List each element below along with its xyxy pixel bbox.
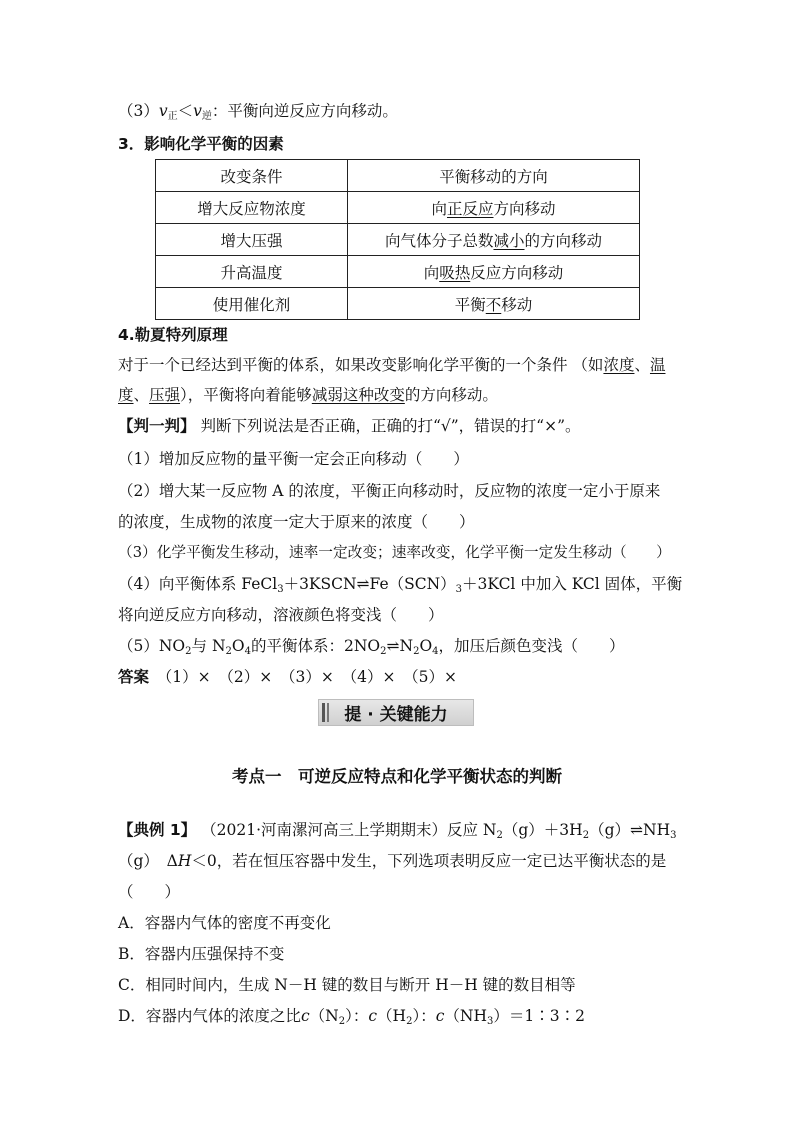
judge-q3: （3）化学平衡发生移动，速率一定改变；速率改变，化学平衡一定发生移动（ ） xyxy=(118,544,671,561)
table-cell-direction: 向正反应方向移动 xyxy=(348,192,640,224)
table-cell-condition: 升高温度 xyxy=(156,256,348,288)
judge-q2-line1: （2）增大某一反应物 A 的浓度，平衡正向移动时，反应物的浓度一定小于原来 xyxy=(118,482,661,500)
option-b: B．容器内压强保持不变 xyxy=(118,945,285,963)
banner-bar-icon xyxy=(322,703,325,722)
answer-line: 答案 （1）× （2）× （3）× （4）× （5）× xyxy=(118,668,458,686)
judge-q2-line2: 的浓度，生成物的浓度一定大于原来的浓度（ ） xyxy=(118,513,475,531)
table-cell-direction: 向气体分子总数减小的方向移动 xyxy=(348,224,640,256)
judge-instruction: 【判一判】 判断下列说法是否正确，正确的打“√”，错误的打“×”。 xyxy=(118,417,581,435)
table-row xyxy=(156,224,640,256)
section3-heading: 3．影响化学平衡的因素 xyxy=(118,135,284,153)
intro-item3: $(3)v_正<v_逆$：平衡向逆反应方向移动。 xyxy=(118,102,398,122)
principle-line-1: 对于一个已经达到平衡的体系，如果改变影响化学平衡的一个条件 （如浓度、温 xyxy=(118,356,666,374)
judge-q5: $(5)NO_2$与 $N_2O_4$的平衡体系：$2NO_2\rightleftharpoons N_2O_4$，加压后颜色变浅（ ） xyxy=(118,637,625,657)
section-banner: 提 · 关键能力 xyxy=(318,699,474,726)
option-a: A．容器内气体的密度不再变化 xyxy=(118,914,331,932)
table-row xyxy=(156,256,640,288)
section-title: 考点一 可逆反应特点和化学平衡状态的判断 xyxy=(232,767,562,786)
table-row xyxy=(156,288,640,320)
example-line-2: （g） ΔH＜0，若在恒压容器中发生，下列选项表明反应一定已达平衡状态的是 xyxy=(118,852,667,870)
judge-q4-line1: （4）向平衡体系 $FeCl_3+3KSCN\rightleftharpoons Fe(SCN)_3+3KCl$ 中加入 KCl 固体，平衡 xyxy=(118,575,683,595)
banner-bar-icon xyxy=(327,703,329,722)
example-line-1: 【典例 1】 （2021·河南漯河高三上学期期末）反应 $N_2(g)+3H_2(g)\rightleftharpoons NH_3$ xyxy=(118,821,677,841)
table-header: 平衡移动的方向 xyxy=(348,160,640,192)
table-cell-condition: 增大压强 xyxy=(156,224,348,256)
principle-line-2: 度、压强），平衡将向着能够减弱这种改变的方向移动。 xyxy=(118,386,498,404)
option-d: D．容器内气体的浓度之比$c(N_2)$：$c(H_2)$：$c(NH_3)=1∶3∶2$ xyxy=(118,1007,585,1027)
table-header: 改变条件 xyxy=(156,160,348,192)
table-cell-condition: 增大反应物浓度 xyxy=(156,192,348,224)
table-row xyxy=(156,192,640,224)
example-line-3: （ ） xyxy=(118,883,181,901)
option-c: C．相同时间内，生成 N－H 键的数目与断开 H－H 键的数目相等 xyxy=(118,976,576,994)
judge-q1: （1）增加反应物的量平衡一定会正向移动（ ） xyxy=(118,450,469,468)
factors-table xyxy=(155,159,640,320)
table-cell-condition: 使用催化剂 xyxy=(156,288,348,320)
section4-heading: 4.勒夏特列原理 xyxy=(118,326,228,344)
table-cell-direction: 平衡不移动 xyxy=(348,288,640,320)
judge-q4-line2: 将向逆反应方向移动，溶液颜色将变浅（ ） xyxy=(118,606,444,624)
table-header-row xyxy=(156,160,640,192)
table-cell-direction: 向吸热反应方向移动 xyxy=(348,256,640,288)
